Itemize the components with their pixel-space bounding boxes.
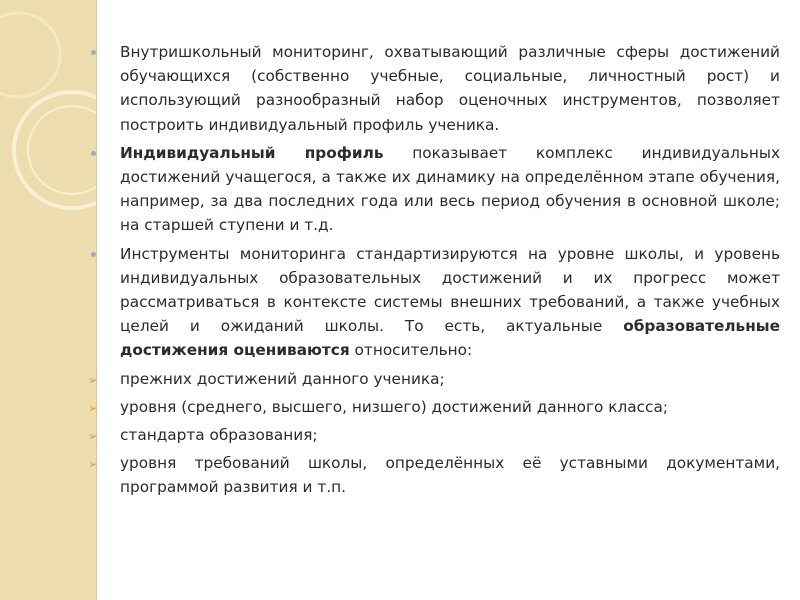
ring-inner — [28, 106, 96, 194]
circle-bullet-icon — [91, 50, 96, 55]
body-text: уровня требований школы, определённых её уставными документами, программой развития и т.п. — [120, 454, 780, 497]
ring-top — [0, 13, 60, 97]
body-text: прежних достижений данного ученика; — [120, 369, 445, 388]
slide-content — [88, 40, 780, 504]
sub-list-item — [88, 367, 780, 391]
bullet-paragraph — [88, 242, 780, 363]
body-text: Инструменты мониторинга стандартизируются на уровне школы, и уровень индивидуальных образовательных достижений и их прогресс может рассматриваться в контексте системы внешних требований, а также учебных целей и ожиданий школы. То есть, актуальные — [120, 244, 780, 336]
arrow-bullet-icon: ➢ — [88, 372, 99, 387]
bold-text: образовательные достижения оцениваются — [120, 317, 780, 360]
sub-list-item — [88, 395, 780, 419]
bullet-paragraph — [88, 40, 780, 137]
sub-list-item — [88, 423, 780, 447]
body-text: стандарта образования; — [120, 426, 318, 445]
circle-bullet-icon — [91, 151, 96, 156]
body-text: показывает комплекс индивидуальных достижений учащегося, а также их динамику на определённом этапе обучения, например, за два последних года или весь период обучения в основной школе; на старшей ступени и т.д. — [120, 143, 780, 235]
decorative-rings — [0, 0, 99, 600]
circle-bullet-icon — [91, 252, 96, 257]
body-text: уровня (среднего, высшего, низшего) достижений данного класса; — [120, 397, 668, 416]
sub-list-item — [88, 451, 780, 499]
arrow-bullet-icon: ➢ — [88, 457, 99, 472]
bullet-paragraph — [88, 141, 780, 238]
bold-text: Индивидуальный профиль — [120, 143, 384, 162]
body-text: Внутришкольный мониторинг, охватывающий различные сферы достижений обучающихся (собственно учебные, социальные, личностный рост) и использующий разнообразный набор оценочных инструментов, позволяет построить индивидуальный профиль ученика. — [120, 43, 780, 134]
arrow-bullet-icon: ➢ — [88, 400, 99, 415]
body-text: относительно: — [349, 341, 473, 360]
arrow-bullet-icon: ➢ — [88, 429, 99, 444]
decorative-side-panel — [0, 0, 99, 600]
